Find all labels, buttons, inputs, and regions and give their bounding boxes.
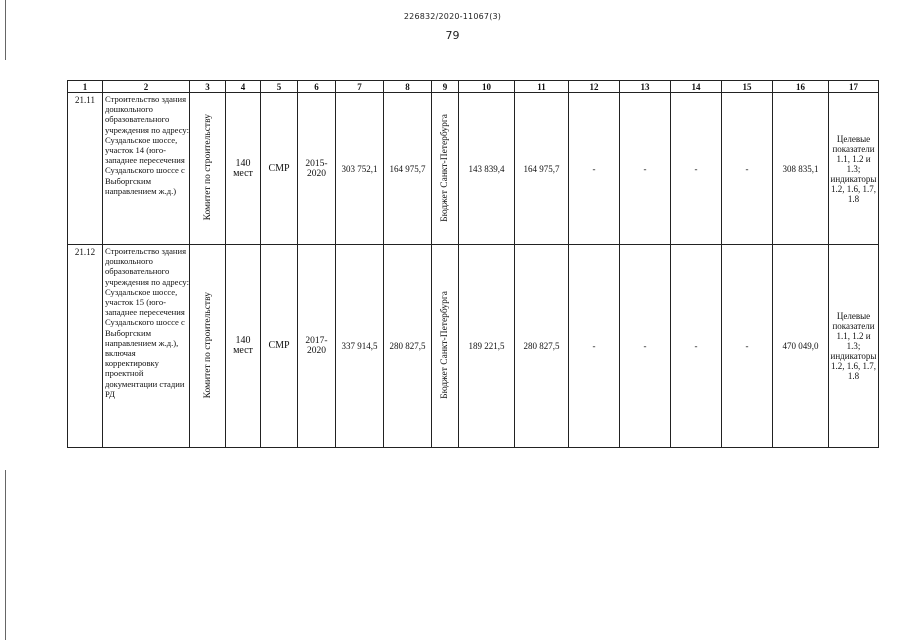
budget-source-text: Бюджет Санкт-Петербурга <box>440 291 450 399</box>
budget-source-cell <box>432 93 459 245</box>
value-col11: 164 975,7 <box>515 93 569 245</box>
column-number: 9 <box>432 81 459 93</box>
table-row <box>68 93 879 245</box>
column-number: 11 <box>515 81 569 93</box>
column-number: 7 <box>336 81 384 93</box>
value-col16: 308 835,1 <box>773 93 829 245</box>
work-type: СМР <box>261 245 298 448</box>
column-number: 10 <box>459 81 515 93</box>
row-code: 21.11 <box>68 93 103 245</box>
amount: 164 975,7 <box>384 93 432 245</box>
column-number: 14 <box>671 81 722 93</box>
value-col15: - <box>722 93 773 245</box>
column-number: 12 <box>569 81 620 93</box>
executor-cell <box>190 245 226 448</box>
column-number: 4 <box>226 81 261 93</box>
column-number: 1 <box>68 81 103 93</box>
executor-text: Комитет по строительству <box>202 114 213 221</box>
value-col11: 280 827,5 <box>515 245 569 448</box>
work-type: СМР <box>261 93 298 245</box>
amount: 280 827,5 <box>384 245 432 448</box>
column-number: 16 <box>773 81 829 93</box>
value-col16: 470 049,0 <box>773 245 829 448</box>
value-col10: 143 839,4 <box>459 93 515 245</box>
column-number: 6 <box>298 81 336 93</box>
column-number-row <box>68 81 879 93</box>
budget-source-text: Бюджет Санкт-Петербурга <box>440 113 450 222</box>
capacity: 140 мест <box>226 245 261 448</box>
column-number: 17 <box>829 81 879 93</box>
executor-cell <box>190 93 226 245</box>
period: 2017-2020 <box>298 245 336 448</box>
column-number: 3 <box>190 81 226 93</box>
value-col15: - <box>722 245 773 448</box>
column-number: 5 <box>261 81 298 93</box>
column-number: 2 <box>103 81 190 93</box>
value-col13: - <box>620 93 671 245</box>
table-row <box>68 245 879 448</box>
total-cost: 337 914,5 <box>336 245 384 448</box>
row-code: 21.12 <box>68 245 103 448</box>
value-col13: - <box>620 245 671 448</box>
value-col12: - <box>569 93 620 245</box>
object-description: Строительство здания дошкольного образовательного учреждения по адресу: Суздальское шоссе, участок 14 (юго-западнее пересечения Суздальского шоссе с Выборгским направлением ж.д.) <box>103 93 190 245</box>
column-number: 13 <box>620 81 671 93</box>
executor-text: Комитет по строительству <box>202 291 213 399</box>
period: 2015-2020 <box>298 93 336 245</box>
budget-source-cell <box>432 245 459 448</box>
column-number: 8 <box>384 81 432 93</box>
value-col14: - <box>671 245 722 448</box>
value-col10: 189 221,5 <box>459 245 515 448</box>
value-col12: - <box>569 245 620 448</box>
data-table <box>67 80 879 448</box>
scan-edge-line-bottom <box>5 470 6 640</box>
document-id: 226832/2020-11067(3) <box>403 12 502 21</box>
value-col14: - <box>671 93 722 245</box>
page-number: 79 <box>445 29 460 42</box>
object-description: Строительство здания дошкольного образовательного учреждения по адресу: Суздальское шоссе, участок 15 (юго-западнее пересечения Суздальского шоссе с Выборгским направлением ж.д.), включая корректировку проектной документации стадии РД <box>103 245 190 448</box>
target-indicators: Целевые показатели 1.1, 1.2 и 1.3; индикаторы 1.2, 1.6, 1.7, 1.8 <box>829 93 879 245</box>
total-cost: 303 752,1 <box>336 93 384 245</box>
capacity: 140 мест <box>226 93 261 245</box>
target-indicators: Целевые показатели 1.1, 1.2 и 1.3; индикаторы 1.2, 1.6, 1.7, 1.8 <box>829 245 879 448</box>
column-number: 15 <box>722 81 773 93</box>
